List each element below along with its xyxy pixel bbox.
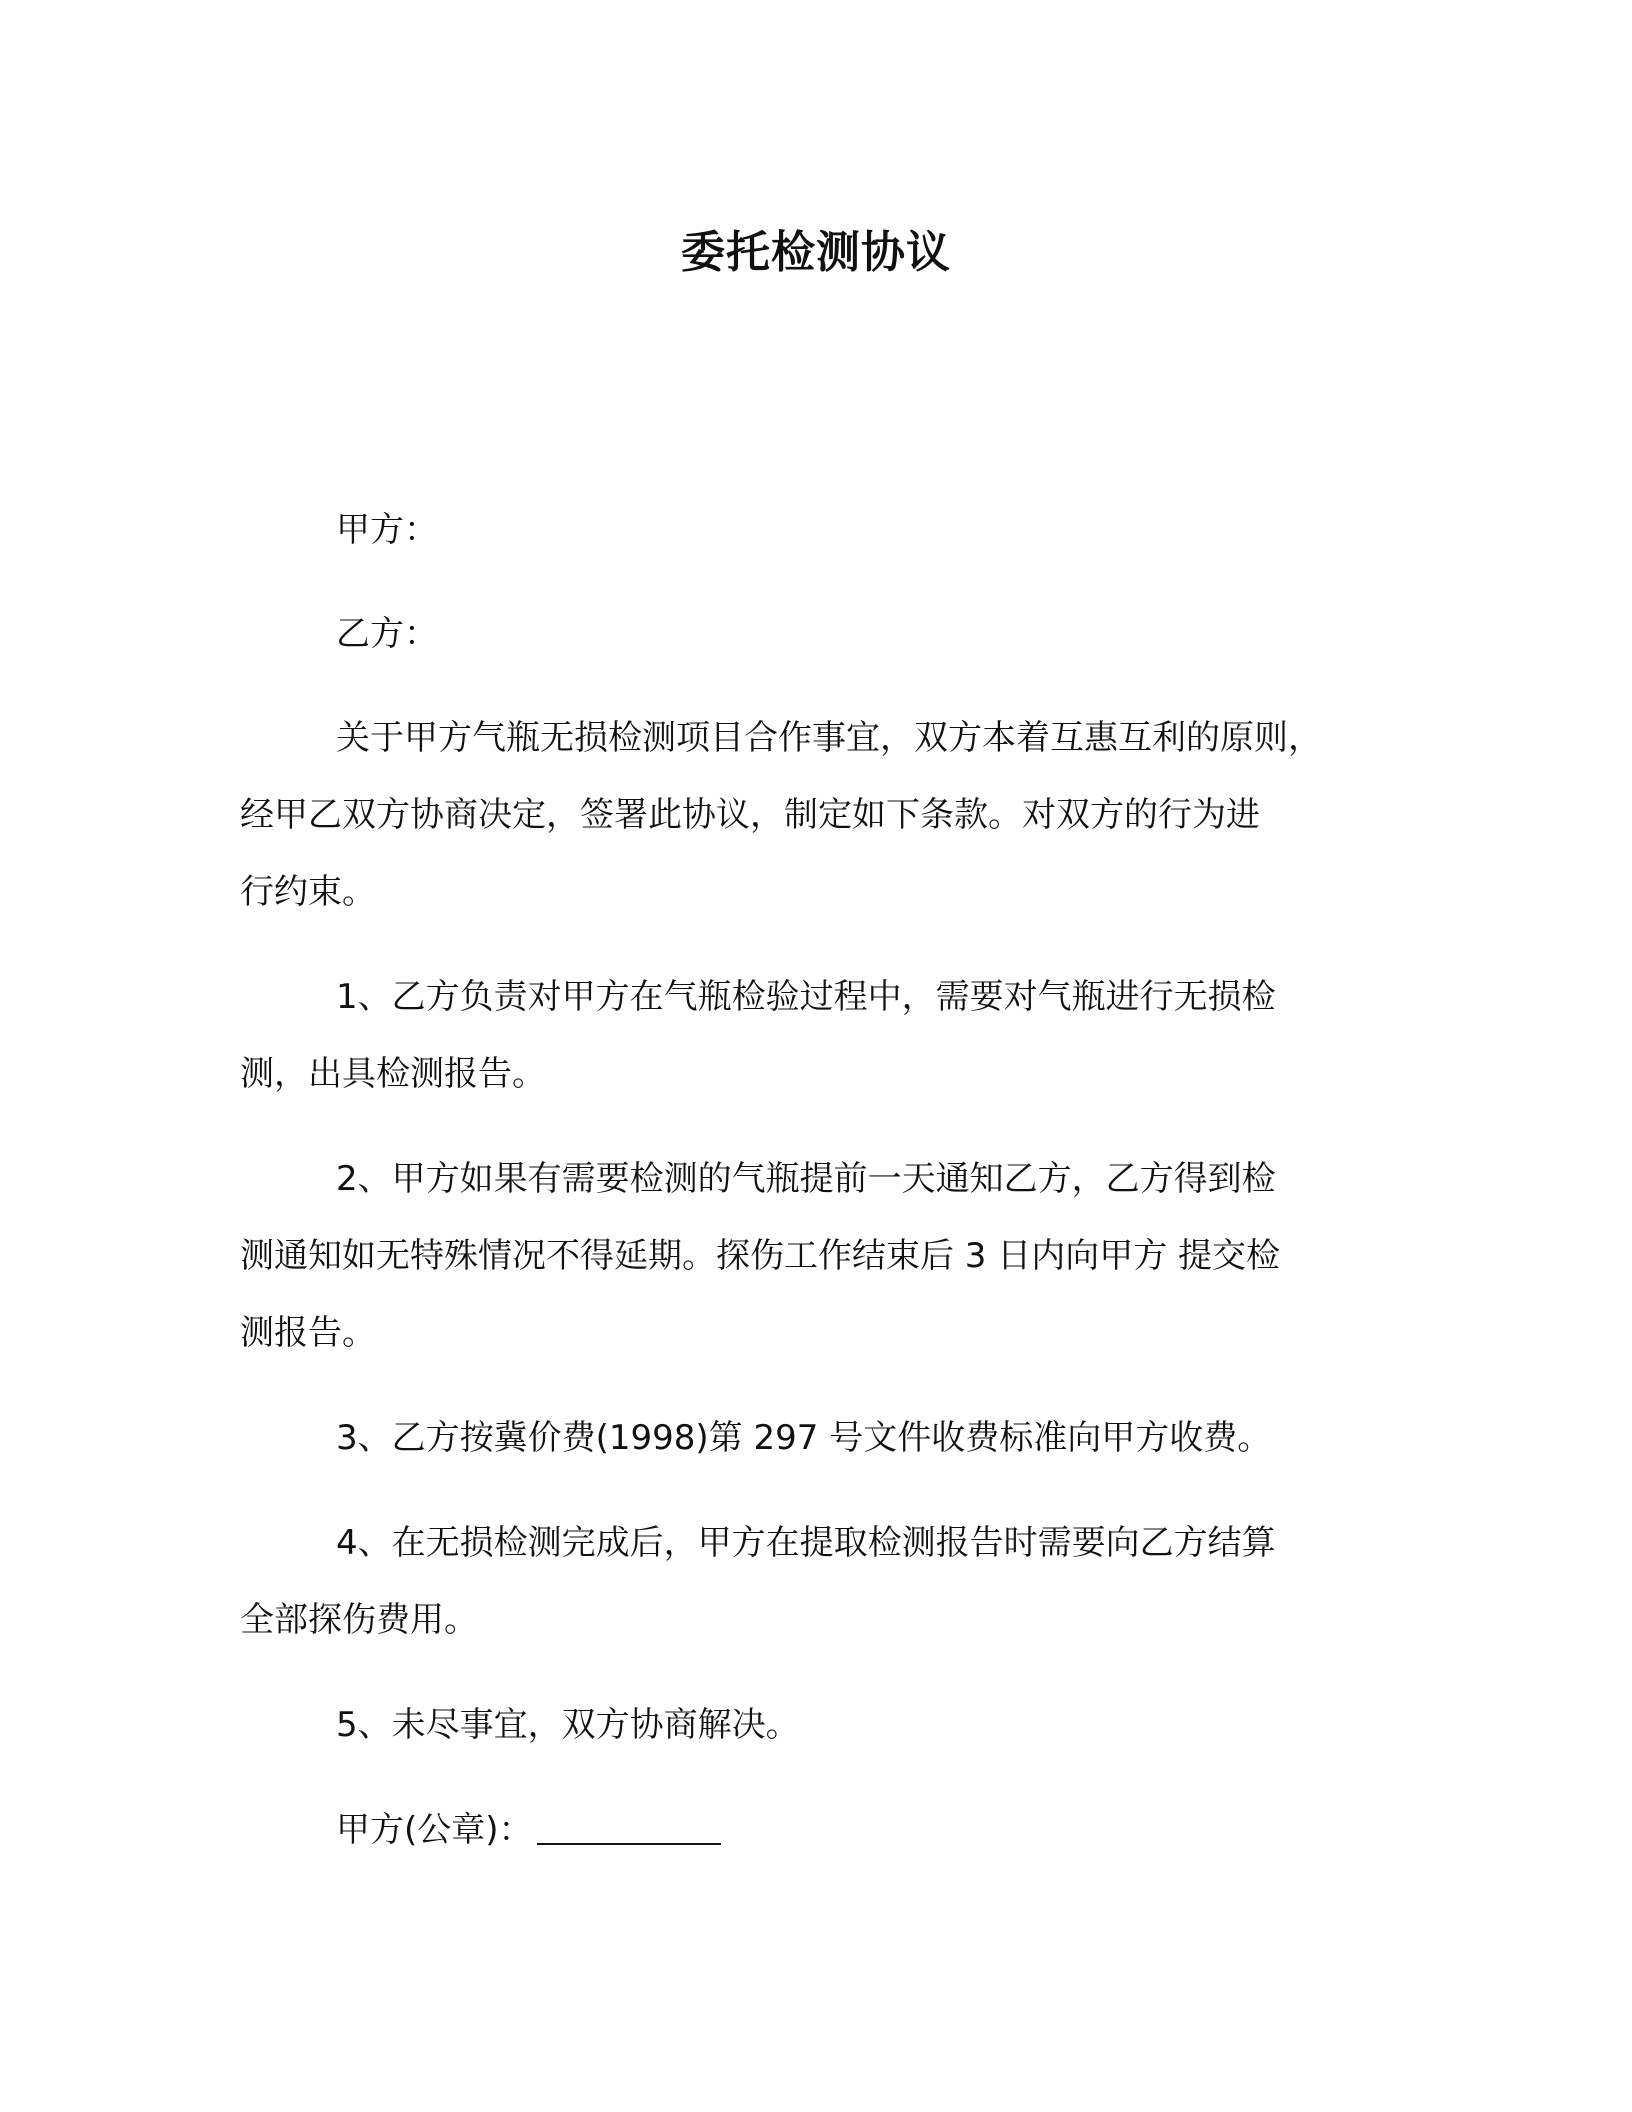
intro-paragraph xyxy=(240,700,1390,931)
clause-1 xyxy=(240,959,1390,1113)
signature-row xyxy=(240,1792,1390,1869)
clause-3-line-1: 3、乙方按冀价费(1998)第 297 号文件收费标准向甲方收费。 xyxy=(336,1418,1272,1458)
clause-1-line-2: 测，出具检测报告。 xyxy=(240,1054,546,1094)
party-a-label: 甲方： xyxy=(336,510,438,550)
clause-5 xyxy=(240,1687,1390,1764)
signature-label: 甲方(公章)： xyxy=(336,1810,533,1850)
clause-1-line-1: 1、乙方负责对甲方在气瓶检验过程中，需要对气瓶进行无损检 xyxy=(336,977,1276,1017)
clause-2-line-2: 测通知如无特殊情况不得延期。探伤工作结束后 3 日内向甲方 提交检 xyxy=(240,1236,1281,1276)
clause-3 xyxy=(240,1400,1390,1477)
clause-4-line-2: 全部探伤费用。 xyxy=(240,1600,478,1640)
party-b-label: 乙方： xyxy=(336,614,438,654)
clause-5-line-1: 5、未尽事宜，双方协商解决。 xyxy=(336,1705,800,1745)
clause-4-line-1: 4、在无损检测完成后，甲方在提取检测报告时需要向乙方结算 xyxy=(336,1523,1276,1563)
clause-2-line-3: 测报告。 xyxy=(240,1313,376,1353)
clause-4 xyxy=(240,1505,1390,1659)
intro-line-2: 经甲乙双方协商决定，签署此协议，制定如下条款。对双方的行为进 xyxy=(240,795,1260,835)
document-title: 委托检测协议 xyxy=(681,227,951,278)
signature-blank-line xyxy=(537,1813,721,1845)
clause-2 xyxy=(240,1141,1390,1372)
intro-line-1: 关于甲方气瓶无损检测项目合作事宜，双方本着互惠互利的原则， xyxy=(336,718,1322,758)
clause-2-line-1: 2、甲方如果有需要检测的气瓶提前一天通知乙方，乙方得到检 xyxy=(336,1159,1276,1199)
intro-line-3: 行约束。 xyxy=(240,872,376,912)
document-body xyxy=(240,492,1390,1869)
